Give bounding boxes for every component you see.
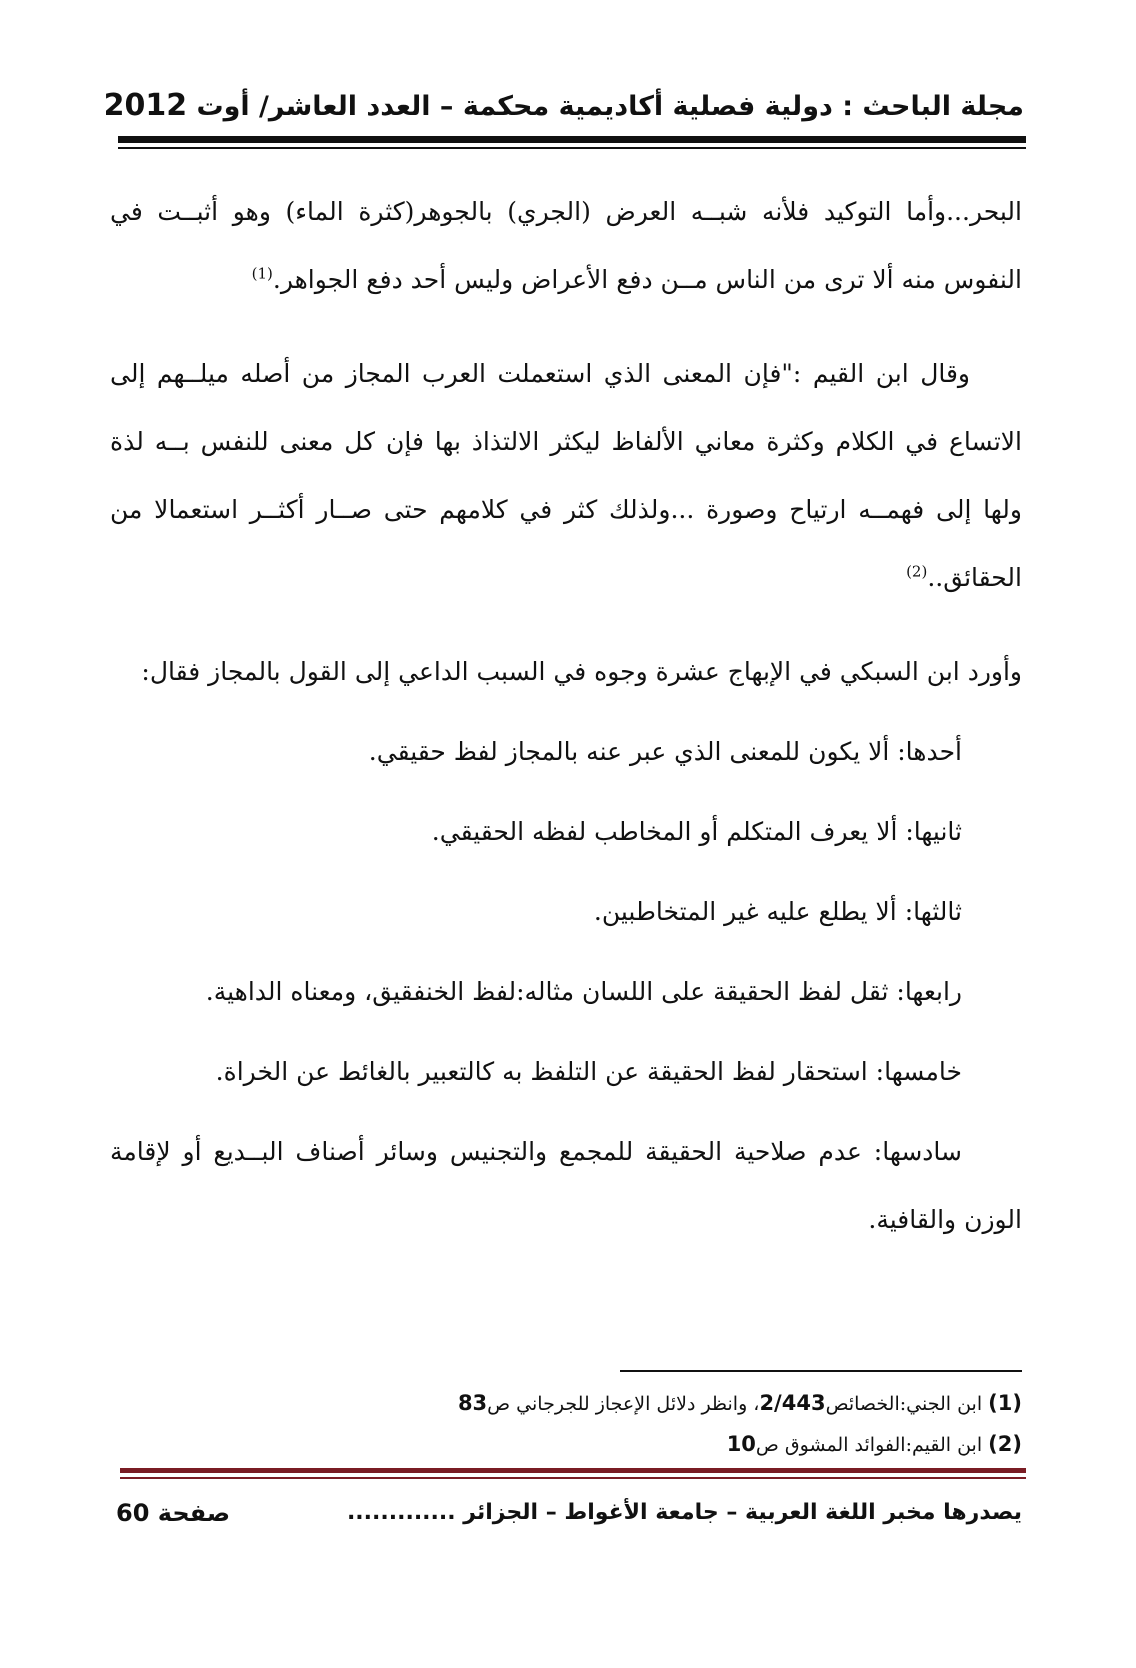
list-item: ثالثها: ألا يطلع عليه غير المتخاطبين.	[593, 897, 962, 926]
paragraph-2-text: وقال ابن القيم :"فإن المعنى الذي استعملت العرب المجاز من أصله ميلــهم إلى الاتساع في الكلام وكثرة معاني الألفاظ ليكثر الالتذاذ بها فإن كل معنى للنفس بــه لذة ولها إلى فهمــه ارتياح وصورة ...ولذلك كثر في كلامهم حتى صــار أكثــر استعمالا من الحقائق..	[110, 359, 1022, 592]
journal-title: مجلة الباحث : دولية فصلية أكاديمية محكمة – العدد العاشر/ أوت	[196, 91, 1024, 122]
list-item	[110, 1118, 1022, 1254]
footnote-ref-2[interactable]: (2)	[906, 562, 928, 581]
running-header	[103, 88, 1024, 125]
paragraph-3: وأورد ابن السبكي في الإبهاج عشرة وجوه في السبب الداعي إلى القول بالمجاز فقال:	[141, 657, 1022, 686]
publisher-line: يصدرها مخبر اللغة العربية – جامعة الأغواط – الجزائر .............	[346, 1500, 1022, 1525]
footnote-number: (2)	[988, 1432, 1022, 1456]
header-rule-thin	[118, 147, 1026, 149]
paragraph-2	[110, 340, 1022, 612]
footnote-page: 10	[726, 1432, 756, 1456]
paragraph-1	[110, 178, 1022, 314]
issue-year: 2012	[103, 88, 188, 123]
page-number: صفحة 60	[116, 1499, 231, 1527]
footnote-separator	[620, 1370, 1022, 1372]
footer-rule-thin	[120, 1477, 1026, 1479]
list-item: ثانيها: ألا يعرف المتكلم أو المخاطب لفظه الحقيقي.	[431, 817, 962, 846]
footnote-ref-1[interactable]: (1)	[251, 264, 273, 283]
list-item: رابعها: ثقل لفظ الحقيقة على اللسان مثاله:لفظ الخنفقيق، ومعناه الداهية.	[205, 977, 962, 1006]
footnote-text: ابن القيم:الفوائد المشوق ص	[755, 1434, 983, 1456]
footnote-2	[110, 1424, 1022, 1465]
footnote-text-rest: ، وانظر دلائل الإعجاز للجرجاني ص	[487, 1393, 760, 1415]
footnotes	[110, 1383, 1022, 1465]
list-item-text: سادسها: عدم صلاحية الحقيقة للمجمع والتجنيس وسائر أصناف البــديع أو لإقامة الوزن والقافية.	[110, 1137, 1022, 1234]
footnote-volume: 2/443	[759, 1391, 826, 1415]
paragraph-1-text: البحر...وأما التوكيد فلأنه شبــه العرض (الجري) بالجوهر(كثرة الماء) وهو أثبــت في النفوس منه ألا ترى من الناس مــن دفع الأعراض وليس أحد دفع الجواهر.	[110, 197, 1022, 294]
list-item: أحدها: ألا يكون للمعنى الذي عبر عنه بالمجاز لفظ حقيقي.	[368, 737, 962, 766]
footnote-page: 83	[457, 1391, 488, 1415]
footer-rule	[120, 1468, 1026, 1473]
header-rule	[118, 136, 1026, 143]
article-body	[110, 178, 1022, 1254]
footnote-1	[110, 1383, 1022, 1424]
footnote-number: (1)	[988, 1391, 1022, 1415]
list-item: خامسها: استحقار لفظ الحقيقة عن التلفظ به كالتعبير بالغائط عن الخراة.	[215, 1057, 962, 1086]
footnote-text: ابن الجني:الخصائص	[825, 1393, 983, 1415]
